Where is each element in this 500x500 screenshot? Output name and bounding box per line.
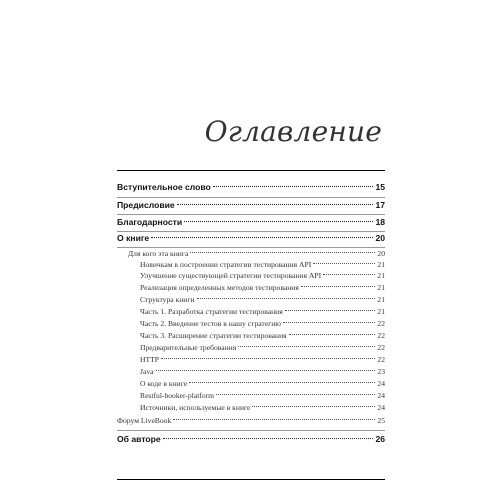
toc-entry-page: 21	[377, 295, 385, 304]
leader-dots	[216, 394, 375, 395]
leader-dots	[163, 438, 374, 439]
toc-entry-title: Об авторе	[117, 434, 161, 444]
toc-entry-page: 22	[377, 319, 385, 328]
toc-entry-title: О книге	[117, 233, 150, 243]
toc-entry[interactable]	[117, 434, 385, 444]
toc-entry-title: Часть 3. Расширение стратегии тестирования	[140, 331, 287, 340]
toc-entry-page: 20	[375, 233, 385, 243]
toc-entry[interactable]	[128, 249, 385, 258]
top-rule	[117, 170, 385, 171]
toc-entry[interactable]	[117, 217, 385, 227]
toc-entry[interactable]	[117, 233, 385, 243]
leader-dots	[289, 334, 376, 335]
toc-entry-page: 21	[377, 260, 385, 269]
toc-entry-title: Java	[140, 367, 154, 376]
toc-entry-page: 18	[375, 217, 385, 227]
toc-entry-page: 24	[377, 391, 385, 400]
leader-dots	[197, 298, 376, 299]
toc-entry-title: Структура книги	[140, 295, 195, 304]
leader-dots	[283, 322, 375, 323]
toc-entry-title: Предварительные требования	[140, 343, 237, 352]
leader-dots	[213, 186, 374, 187]
toc-entry-title: Предисловие	[117, 200, 175, 210]
toc-entry[interactable]	[140, 283, 385, 292]
toc-entry-title: Форум LiveBook	[117, 416, 172, 425]
toc-entry[interactable]	[140, 343, 385, 352]
leader-dots	[184, 221, 373, 222]
toc-entry-page: 21	[377, 271, 385, 280]
leader-dots	[189, 382, 375, 383]
toc-entry-title: Реализация определенных методов тестирования	[140, 283, 299, 292]
toc-entry-page: 22	[377, 355, 385, 364]
separator	[117, 231, 385, 232]
leader-dots	[190, 252, 375, 253]
toc-entry[interactable]	[140, 367, 385, 376]
separator	[117, 214, 385, 215]
toc-entry[interactable]	[140, 355, 385, 364]
toc-entry-title: Благодарности	[117, 217, 183, 227]
leader-dots	[161, 358, 375, 359]
toc-entry-title: О коде в книге	[140, 379, 188, 388]
toc-entry[interactable]	[117, 182, 385, 192]
toc-entry-title: Для кого эта книга	[128, 249, 189, 258]
toc-entry-title: HTTP	[140, 355, 159, 364]
leader-dots	[313, 263, 375, 264]
toc-entry-page: 23	[377, 367, 385, 376]
toc-entry-page: 25	[377, 416, 385, 425]
toc-entry-title: Новичкам в построении стратегии тестирования API	[140, 260, 312, 269]
toc-entry-title: Часть 1. Разработка стратегии тестирования	[140, 307, 283, 316]
toc-entry-page: 24	[377, 403, 385, 412]
toc-entry-title: Restful-booker-platform	[140, 391, 215, 400]
toc-entry[interactable]	[140, 271, 385, 280]
toc-entry-page: 24	[377, 379, 385, 388]
toc-entry-page: 21	[377, 307, 385, 316]
separator	[117, 197, 385, 198]
toc-entry-page: 15	[375, 182, 385, 192]
leader-dots	[156, 370, 376, 371]
toc-entry-page: 20	[377, 249, 385, 258]
toc-entry-title: Источники, используемые в книге	[140, 403, 251, 412]
toc-entry[interactable]	[140, 403, 385, 412]
leader-dots	[173, 419, 375, 420]
toc-entry[interactable]	[140, 295, 385, 304]
separator	[117, 247, 385, 248]
toc-entry[interactable]	[117, 200, 385, 210]
toc-entry-page: 21	[377, 283, 385, 292]
page-title: Оглавление	[204, 115, 382, 148]
leader-dots	[301, 286, 376, 287]
leader-dots	[238, 346, 375, 347]
toc-entry-page: 17	[375, 200, 385, 210]
toc-entry[interactable]	[140, 379, 385, 388]
toc-entry-title: Вступительное слово	[117, 182, 211, 192]
leader-dots	[323, 274, 375, 275]
toc-entry-page: 26	[375, 434, 385, 444]
toc-entry-page: 22	[377, 331, 385, 340]
leader-dots	[285, 310, 376, 311]
toc-entry[interactable]	[140, 331, 385, 340]
leader-dots	[151, 237, 373, 238]
leader-dots	[177, 204, 374, 205]
toc-entry[interactable]	[140, 307, 385, 316]
toc-entry[interactable]	[140, 260, 385, 269]
leader-dots	[252, 406, 375, 407]
bottom-rule	[117, 479, 385, 480]
toc-entry-page: 22	[377, 343, 385, 352]
toc-entry[interactable]	[140, 391, 385, 400]
toc-entry-title: Часть 2. Введение тестов в нашу стратегию	[140, 319, 281, 328]
separator	[117, 430, 385, 431]
toc-entry[interactable]	[117, 416, 385, 425]
toc-entry-title: Улучшение существующей стратегии тестирования API	[140, 271, 322, 280]
toc-entry[interactable]	[140, 319, 385, 328]
